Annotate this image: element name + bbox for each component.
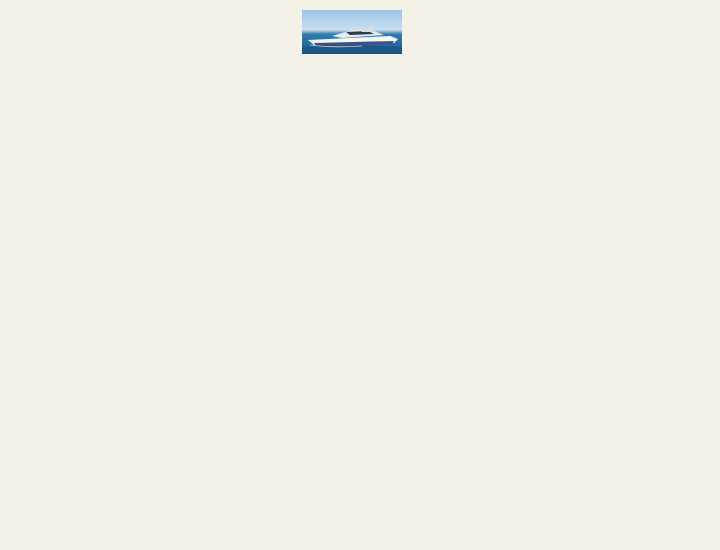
page-footer [6,541,10,547]
boat-photo [302,10,402,54]
column-3 [302,4,402,73]
